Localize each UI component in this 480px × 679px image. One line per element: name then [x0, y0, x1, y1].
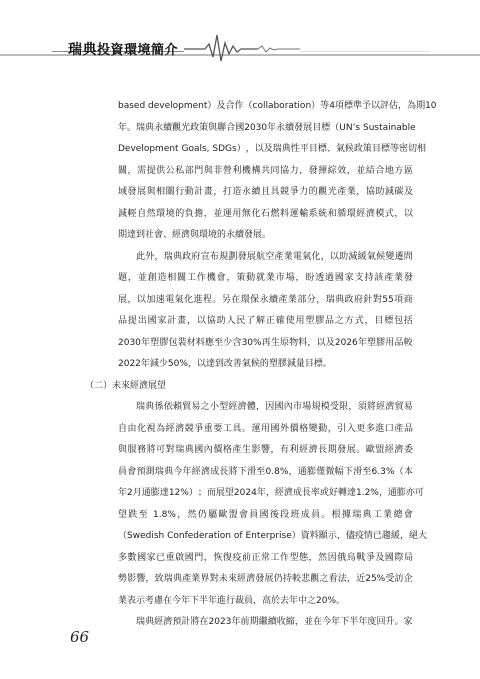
- text-line: 多 數 國 家 已 重 啟 國 門 ， 恢 復 疫 前 正 常 工 作 型 態 ， 然 因 俄 烏 戰 爭 及 國 際 局: [118, 552, 413, 563]
- text-line: 年 。 瑞 典 永 續 觀 光 政 策 與 聯 合 國 2030 年 永 續 發 展 目 標 （ UN’s Sustainable: [118, 122, 416, 133]
- page-number: 66: [70, 628, 90, 646]
- text-line: 業表示考慮在今年下半年進行裁員，高於去年中之20%。: [118, 595, 346, 606]
- text-line: 員 會 預 測 瑞 典 今 年 經 濟 成 長 將 下 滑 至 0.8% ， 通 膨 僅 微 幅 下 滑 至 6.3% （ 本: [118, 466, 413, 477]
- body-text: [85, 96, 437, 634]
- header-title-bold: 瑞典: [68, 42, 97, 58]
- text-line: 品 提 出 國 家 計 畫 ， 以 協 助 人 民 了 解 正 確 使 用 塑 膠 品 之 方 式 ， 目 標 包 括: [118, 316, 413, 326]
- text-line: 域 發 展 與 相 關 行 動 計 畫 ， 打 造 永 續 且 具 競 爭 力 的 觀 光 產 業 ， 協 助 減 碳 及: [118, 187, 413, 197]
- text-line: 關 ， 需 提 供 公 私 部 門 與 非 營 利 機 構 共 同 協 力 ， 發 揮 綜 效 ， 並 結 合 地 方 區: [118, 165, 413, 176]
- text-line: （ Swedish Confederation of Enterprise ） 資 料 顯 示 ， 儘 疫 情 已 趨 緩 ， 絕 大: [118, 531, 427, 541]
- text-line: 2030 年 塑 膠 包 裝 材 料 應 至 少 含 30% 再 生 原 物 料 ， 以 及 2026 年 塑 膠 用 品 較: [118, 337, 413, 348]
- text-line: 2022年減少50%，以達到改善氣候的塑膠減量目標。: [118, 359, 332, 369]
- text-line: 展 ， 以 加 速 電 氣 化 進 程 。 另 在 環 保 永 續 產 業 部 分 ， 瑞 典 政 府 針 對 55 項 商: [118, 294, 413, 305]
- text-line: based development ） 及 合 作 （ collaboration ） 等 4 項 標 準 予 以 評 估 ， 為 期 10: [118, 101, 437, 111]
- text-line: 題 ， 並 創 造 相 關 工 作 機 會 ， 策 動 就 業 市 場 ， 盼 透 過 國 家 支 持 該 產 業 發: [118, 273, 413, 283]
- text-line: 期達到社會、經濟與環境的永續發展。: [118, 230, 272, 240]
- text-line: 自 由 化 視 為 經 濟 競 爭 重 要 工 具 。 運 用 國 外 價 格 變 動 ， 引 入 更 多 進 口 產 品: [118, 423, 413, 434]
- section-heading: （二）未來經濟展望: [85, 380, 167, 391]
- text-line: 此 外 ， 瑞 典 政 府 宣 布 規 劃 發 展 航 空 產 業 電 氣 化 ， 以 助 減 緩 氣 候 變 遷 問: [136, 251, 413, 262]
- header-title-rest: 投資環境簡介: [97, 43, 179, 58]
- text-line: 減 輕 自 然 環 境 的 負 擔 ， 並 運 用 無 化 石 燃 料 運 輸 系 統 和 循 環 經 濟 模 式 ， 以: [118, 208, 413, 219]
- text-line: 與 服 務 將 可 對 瑞 典 國 內 價 格 產 生 影 響 ， 有 利 經 濟 長 期 發 展 。 歐 盟 經 濟 委: [118, 445, 413, 455]
- page-header: [0, 0, 480, 70]
- text-line: 望 跌 至 1.8% ， 然 仍 屬 歐 盟 會 員 國 後 段 班 成 員 。 根 據 瑞 典 工 業 總 會: [118, 509, 413, 520]
- text-line: 瑞 典 經 濟 預 計 將 在 2023 年 前 期 繼 續 收 縮 ， 並 在 今 年 下 半 年 度 回 升 。 家: [136, 617, 413, 627]
- text-line: 勢 影 響 ， 致 瑞 典 產 業 界 對 未 來 經 濟 發 展 仍 持 較 悲 觀 之 看 法 ， 近 25% 受 訪 企: [118, 574, 413, 584]
- header-title: [68, 39, 178, 59]
- text-line: 瑞 典 係 依 賴 貿 易 之 小 型 經 濟 體 ， 因 國 內 市 場 規 模 受 限 ， 須 將 經 濟 貿 易: [136, 402, 413, 412]
- text-line: Development Goals, SDGs ） ， 以 及 瑞 典 性 平 目 標 、 氣 候 政 策 目 標 等 密 切 相: [118, 144, 427, 154]
- header-wave-decoration: [0, 0, 480, 70]
- text-line: 年 2 月 通 膨 達 12% ） ； 而 展 望 2024 年 ， 經 濟 成 長 率 或 好 轉 達 1.2% ， 通 膨 亦 可: [118, 488, 424, 498]
